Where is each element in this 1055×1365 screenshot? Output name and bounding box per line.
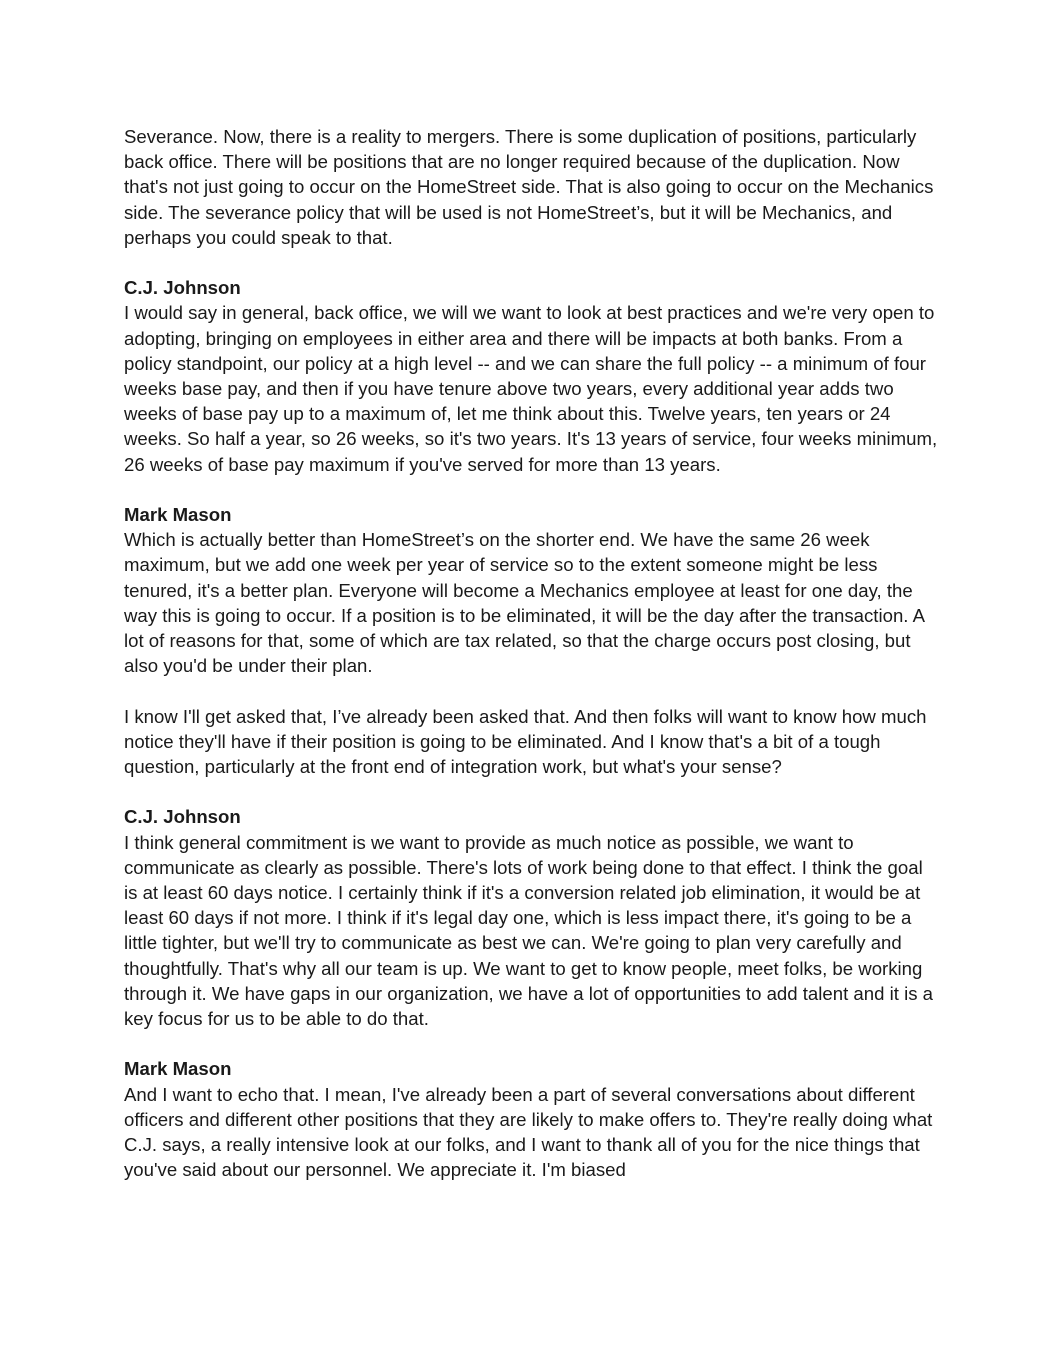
speaker-turn — [124, 275, 939, 477]
document-page — [124, 124, 939, 1208]
speaker-name: Mark Mason — [124, 1058, 232, 1080]
speaker-turn — [124, 502, 939, 779]
speaker-name: C.J. Johnson — [124, 806, 241, 828]
turn-paragraph: I know I'll get asked that, I’ve already been asked that. And then folks will want to know how much notice they'll have if their position is going to be eliminated. And I know that's a bit of a tough question, particularly at the front end of integration work, but what's your sense? — [124, 705, 927, 778]
opening-paragraph: Severance. Now, there is a reality to mergers. There is some duplication of positions, particularly back office. There will be positions that are no longer required because of the duplication. Now that's not just going to occur on the HomeStreet side. That is also going to occur on the Mechanics side. The severance policy that will be used is not HomeStreet’s, but it will be Mechanics, and perhaps you could speak to that. — [124, 126, 934, 248]
turn-paragraph: I would say in general, back office, we will we want to look at best practices and we're very open to adopting, bringing on employees in either area and there will be impacts at both banks. From a policy standpoint, our policy at a high level -- and we can share the full policy -- a minimum of four weeks base pay, and then if you have tenure above two years, every additional year adds two weeks of base pay up to a maximum of, let me think about this. Twelve years, ten years or 24 weeks. So half a year, so 26 weeks, so it's two years. It's 13 years of service, four weeks minimum, 26 weeks of base pay maximum if you've served for more than 13 years. — [124, 302, 938, 475]
opening-paragraph-block — [124, 124, 939, 250]
turn-paragraph: I think general commitment is we want to provide as much notice as possible, we want to communicate as clearly as possible. There's lots of work being done to that effect. I think the goal is at least 60 days notice. I certainly think if it's a conversion related job elimination, it would be at least 60 days if not more. I think if it's legal day one, which is less impact there, it's going to be a little tighter, but we'll try to communicate as best we can. We're going to plan very carefully and thoughtfully. That's why all our team is up. We want to get to know people, meet folks, be working through it. We have gaps in our organization, we have a lot of opportunities to add talent and it is a key focus for us to be able to do that. — [124, 831, 934, 1030]
speaker-name: Mark Mason — [124, 504, 232, 526]
turn-paragraph: Which is actually better than HomeStreet’s on the shorter end. We have the same 26 week maximum, but we add one week per year of service so to the extent someone might be less tenured, it's a better plan. Everyone will become a Mechanics employee at least for one day, the way this is going to occur. If a position is to be eliminated, it will be the day after the transaction. A lot of reasons for that, some of which are tax related, so that the charge occurs post closing, but also you'd be under their plan. — [124, 529, 924, 677]
speaker-turn — [124, 1056, 939, 1182]
speaker-turn — [124, 804, 939, 1031]
turn-paragraph: And I want to echo that. I mean, I've already been a part of several conversations about different officers and different other positions that they are likely to make offers to. They're really doing what C.J. says, a really intensive look at our folks, and I want to thank all of you for the nice things that you've said about our personnel. We appreciate it. I'm biased — [124, 1083, 933, 1181]
speaker-name: C.J. Johnson — [124, 277, 241, 299]
